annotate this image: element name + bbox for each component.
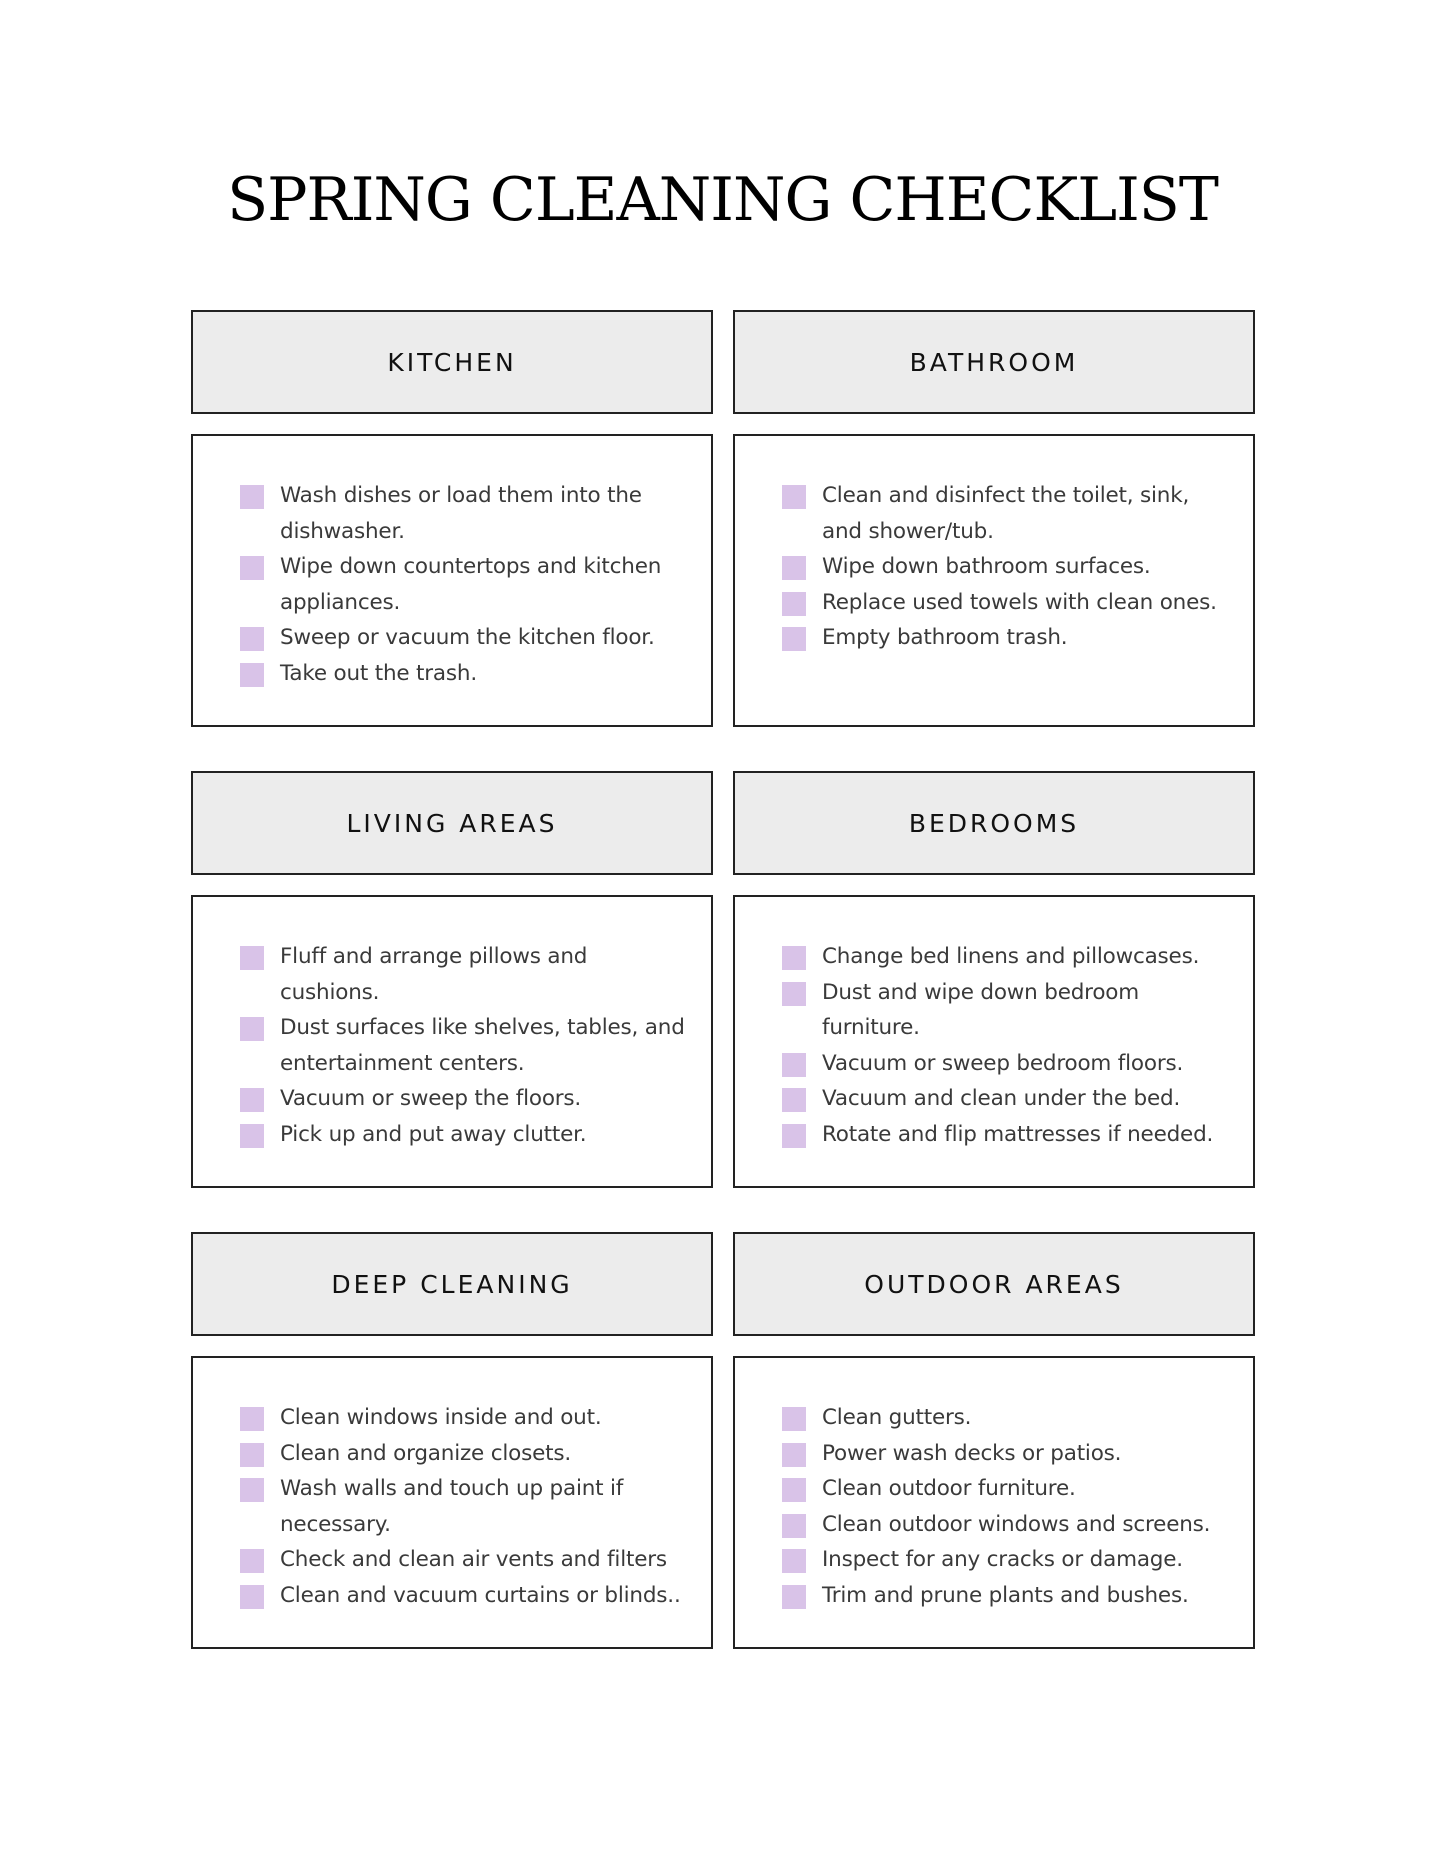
checklist-item-label: Dust and wipe down bedroom furniture. bbox=[822, 979, 1139, 1040]
section-kitchen bbox=[191, 310, 713, 727]
checklist-item bbox=[240, 620, 691, 656]
checklist-item-label: Vacuum and clean under the bed. bbox=[822, 1086, 1181, 1111]
section-items-box bbox=[191, 895, 713, 1188]
checklist-item bbox=[240, 1081, 691, 1117]
checkbox[interactable] bbox=[782, 592, 806, 616]
checklist-item-label: Replace used towels with clean ones. bbox=[822, 589, 1217, 615]
checkbox[interactable] bbox=[240, 1478, 264, 1502]
section-bathroom bbox=[733, 310, 1255, 727]
checklist-item bbox=[782, 620, 1233, 656]
section-deep-cleaning bbox=[191, 1232, 713, 1649]
section-items-box bbox=[191, 1356, 713, 1649]
checklist-item-label: Vacuum or sweep bedroom floors. bbox=[822, 1050, 1184, 1076]
checklist-item-label: Clean windows inside and out. bbox=[280, 1405, 602, 1430]
checkbox[interactable] bbox=[240, 1407, 264, 1431]
checklist-item-label: Change bed linens and pillowcases. bbox=[822, 944, 1200, 969]
checklist-item bbox=[782, 585, 1233, 621]
checklist-item-label: Fluff and arrange pillows and cushions. bbox=[280, 944, 588, 1005]
checklist-item-label: Rotate and flip mattresses if needed. bbox=[822, 1121, 1214, 1147]
checkbox[interactable] bbox=[240, 946, 264, 970]
checklist bbox=[782, 939, 1233, 1152]
checkbox[interactable] bbox=[240, 1124, 264, 1148]
checkbox[interactable] bbox=[240, 1088, 264, 1112]
checklist-item bbox=[782, 1471, 1233, 1507]
checklist bbox=[782, 478, 1233, 656]
checklist-item-label: Trim and prune plants and bushes. bbox=[822, 1582, 1189, 1608]
section-items-box bbox=[191, 434, 713, 727]
checklist-item bbox=[240, 1400, 691, 1436]
checklist bbox=[782, 1400, 1233, 1613]
checklist-item-label: Vacuum or sweep the floors. bbox=[280, 1086, 582, 1111]
checklist-item bbox=[782, 1081, 1233, 1117]
checklist bbox=[240, 1400, 691, 1613]
section-bedrooms bbox=[733, 771, 1255, 1188]
checklist-item-label: Wipe down bathroom surfaces. bbox=[822, 554, 1151, 579]
checkbox[interactable] bbox=[240, 485, 264, 509]
checklist-item bbox=[782, 1578, 1233, 1614]
section-outdoor-areas bbox=[733, 1232, 1255, 1649]
checklist-item bbox=[240, 1542, 691, 1578]
checklist-item-label: Inspect for any cracks or damage. bbox=[822, 1547, 1183, 1572]
checklist-item-label: Clean and vacuum curtains or blinds.. bbox=[280, 1582, 681, 1608]
checkbox[interactable] bbox=[782, 982, 806, 1006]
checklist-item bbox=[240, 939, 691, 1010]
checklist-item-label: Clean and organize closets. bbox=[280, 1440, 571, 1466]
checkbox[interactable] bbox=[782, 1514, 806, 1538]
checklist-item-label: Wash dishes or load them into the dishwasher. bbox=[280, 483, 642, 544]
checkbox[interactable] bbox=[782, 556, 806, 580]
checklist-item-label: Wash walls and touch up paint if necessary. bbox=[280, 1476, 624, 1537]
checkbox[interactable] bbox=[782, 627, 806, 651]
section-items-box bbox=[733, 434, 1255, 727]
section-heading: LIVING AREAS bbox=[191, 771, 713, 875]
checklist-item bbox=[782, 478, 1233, 549]
page-title: SPRING CLEANING CHECKLIST bbox=[227, 165, 1218, 235]
checklist-item bbox=[240, 656, 691, 692]
checklist-item bbox=[240, 1471, 691, 1542]
checkbox[interactable] bbox=[782, 1478, 806, 1502]
checklist bbox=[240, 939, 691, 1152]
checkbox[interactable] bbox=[782, 1124, 806, 1148]
section-items-box bbox=[733, 1356, 1255, 1649]
checkbox[interactable] bbox=[782, 1088, 806, 1112]
checklist-item-label: Check and clean air vents and filters bbox=[280, 1547, 667, 1572]
checklist-grid bbox=[191, 310, 1255, 1710]
checklist-item-label: Clean outdoor windows and screens. bbox=[822, 1511, 1211, 1537]
checkbox[interactable] bbox=[240, 1017, 264, 1041]
checkbox[interactable] bbox=[782, 1585, 806, 1609]
checklist-item-label: Clean and disinfect the toilet, sink, and shower/tub. bbox=[822, 483, 1190, 544]
checklist-item bbox=[240, 1436, 691, 1472]
checkbox[interactable] bbox=[782, 1443, 806, 1467]
checklist-item bbox=[782, 975, 1233, 1046]
section-heading: KITCHEN bbox=[191, 310, 713, 414]
checklist-item bbox=[240, 1578, 691, 1614]
checkbox[interactable] bbox=[782, 946, 806, 970]
checkbox[interactable] bbox=[240, 1585, 264, 1609]
checkbox[interactable] bbox=[782, 1549, 806, 1573]
checklist-item-label: Clean gutters. bbox=[822, 1405, 972, 1430]
checklist-item bbox=[782, 1046, 1233, 1082]
checklist-item bbox=[240, 478, 691, 549]
checklist-item bbox=[782, 1436, 1233, 1472]
checkbox[interactable] bbox=[240, 1443, 264, 1467]
checklist-item bbox=[782, 1542, 1233, 1578]
checklist-item-label: Power wash decks or patios. bbox=[822, 1440, 1122, 1466]
checklist-item bbox=[782, 1507, 1233, 1543]
section-living-areas bbox=[191, 771, 713, 1188]
section-items-box bbox=[733, 895, 1255, 1188]
checkbox[interactable] bbox=[782, 1407, 806, 1431]
checkbox[interactable] bbox=[240, 663, 264, 687]
checklist-item bbox=[240, 549, 691, 620]
checkbox[interactable] bbox=[782, 485, 806, 509]
checklist-item-label: Clean outdoor furniture. bbox=[822, 1476, 1076, 1501]
section-heading: BATHROOM bbox=[733, 310, 1255, 414]
checkbox[interactable] bbox=[240, 627, 264, 651]
section-heading: DEEP CLEANING bbox=[191, 1232, 713, 1336]
checklist-item-label: Wipe down countertops and kitchen appliances. bbox=[280, 554, 662, 615]
checklist bbox=[240, 478, 691, 691]
checklist-item bbox=[782, 939, 1233, 975]
checkbox[interactable] bbox=[240, 556, 264, 580]
section-heading: OUTDOOR AREAS bbox=[733, 1232, 1255, 1336]
checklist-item-label: Pick up and put away clutter. bbox=[280, 1121, 587, 1147]
checklist-item-label: Dust surfaces like shelves, tables, and entertainment centers. bbox=[280, 1015, 685, 1076]
checklist-item bbox=[240, 1117, 691, 1153]
checkbox[interactable] bbox=[782, 1053, 806, 1077]
checkbox[interactable] bbox=[240, 1549, 264, 1573]
checklist-item bbox=[782, 1117, 1233, 1153]
checklist-item bbox=[782, 549, 1233, 585]
checklist-item-label: Empty bathroom trash. bbox=[822, 625, 1068, 650]
checklist-item-label: Take out the trash. bbox=[280, 660, 477, 686]
checklist-item bbox=[240, 1010, 691, 1081]
checklist-item bbox=[782, 1400, 1233, 1436]
section-heading: BEDROOMS bbox=[733, 771, 1255, 875]
checklist-item-label: Sweep or vacuum the kitchen floor. bbox=[280, 625, 655, 650]
